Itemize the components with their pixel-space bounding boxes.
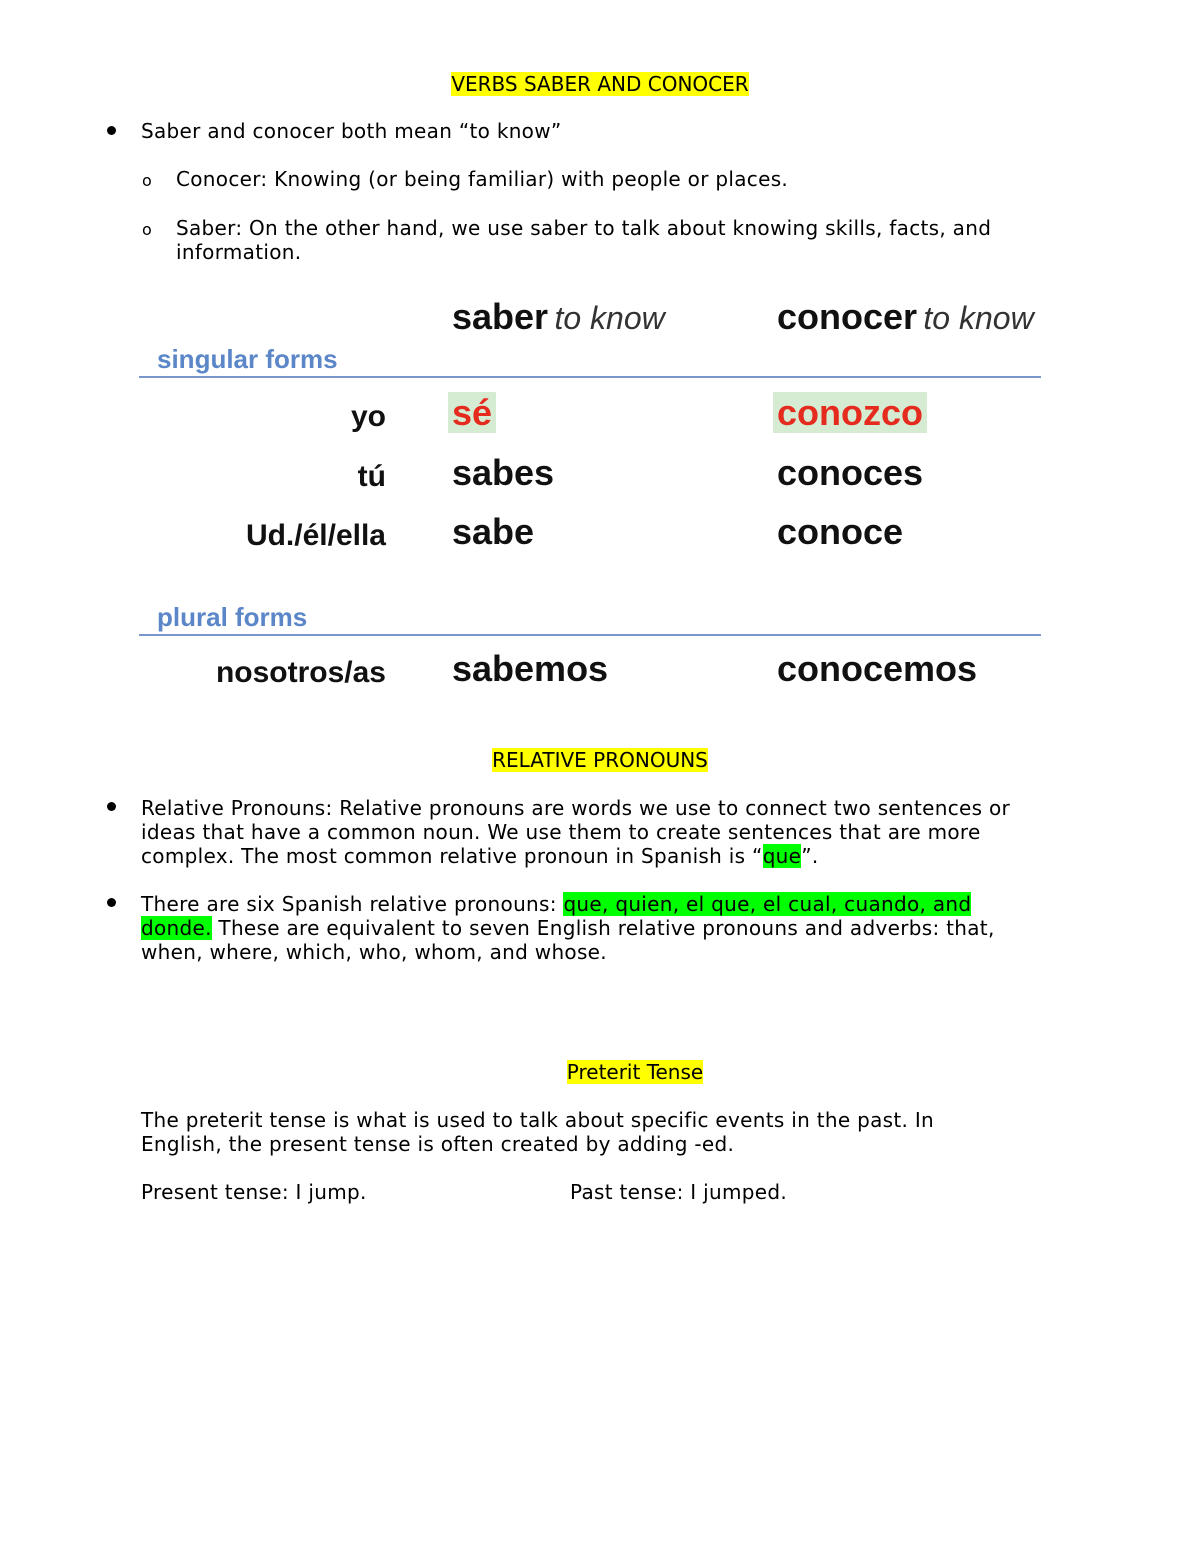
sub-bullet-conocer: Conocer: Knowing (or being familiar) with people or places. xyxy=(176,167,789,191)
preterit-paragraph xyxy=(141,1108,934,1156)
conocer-nosotros: conocemos xyxy=(777,648,978,689)
plural-forms-label: plural forms xyxy=(157,602,308,632)
text-line: when, where, which, who, whom, and whose. xyxy=(141,940,607,964)
pronoun-ud-el-ella: Ud./él/ella xyxy=(245,519,386,552)
saber-tu: sabes xyxy=(452,452,555,493)
singular-forms-label: singular forms xyxy=(157,344,338,374)
saber-nosotros: sabemos xyxy=(452,648,609,689)
bullet-to-know: Saber and conocer both mean “to know” xyxy=(141,119,562,143)
pronoun-nosotros: nosotros/as xyxy=(215,656,386,689)
bullet-relative-pronouns xyxy=(141,796,1010,868)
conocer-ud: conoce xyxy=(777,511,904,552)
saber-header xyxy=(452,296,665,338)
pronoun-yo: yo xyxy=(350,400,386,433)
highlighted-pronoun-list: donde. xyxy=(141,916,212,940)
highlighted-que: que xyxy=(762,844,802,868)
sub-bullet-marker: o xyxy=(142,220,152,239)
past-tense-example: Past tense: I jumped. xyxy=(570,1180,788,1204)
text-run: These are equivalent to seven English relative pronouns and adverbs: that, xyxy=(211,916,995,940)
saber-verb: saber xyxy=(452,296,549,337)
saber-ud: sabe xyxy=(452,511,535,552)
bullet-icon xyxy=(107,126,116,135)
saber-meaning: to know xyxy=(554,300,665,336)
sub-bullet-saber xyxy=(176,216,991,264)
text-run: complex. The most common relative pronoun in Spanish is “ xyxy=(141,844,763,868)
saber-yo xyxy=(448,392,496,434)
text-line xyxy=(141,892,995,916)
section-title-text: RELATIVE PRONOUNS xyxy=(492,748,708,772)
text-line: English, the present tense is often created by adding -ed. xyxy=(141,1132,735,1156)
text-line: ideas that have a common noun. We use them to create sentences that are more xyxy=(141,820,981,844)
section-title-saber-conocer xyxy=(0,72,1200,96)
irregular-form: conozco xyxy=(773,392,927,433)
plural-divider xyxy=(139,634,1041,636)
conocer-tu: conoces xyxy=(777,452,924,493)
text-run: ”. xyxy=(801,844,819,868)
conocer-meaning: to know xyxy=(923,300,1034,336)
text-line xyxy=(141,844,1010,868)
conjugation-chart xyxy=(130,290,1090,700)
conocer-header xyxy=(777,296,1034,338)
text-line: Saber: On the other hand, we use saber to talk about knowing skills, facts, and xyxy=(176,216,992,240)
irregular-form: sé xyxy=(448,392,496,433)
present-tense-example: Present tense: I jump. xyxy=(141,1180,367,1204)
conocer-yo xyxy=(773,392,927,434)
text-line: information. xyxy=(176,240,302,264)
conocer-verb: conocer xyxy=(777,296,918,337)
sub-bullet-marker: o xyxy=(142,171,152,190)
text-run: There are six Spanish relative pronouns: xyxy=(141,892,564,916)
section-title-preterit xyxy=(0,1060,1200,1084)
text-line: Relative Pronouns: Relative pronouns are words we use to connect two sentences or xyxy=(141,796,1011,820)
pronoun-tu: tú xyxy=(357,460,386,493)
section-title-text: VERBS SABER AND CONOCER xyxy=(451,72,749,96)
highlighted-pronoun-list: que, quien, el que, el cual, cuando, and xyxy=(563,892,972,916)
bullet-icon xyxy=(107,898,116,907)
text-line: The preterit tense is what is used to talk about specific events in the past. In xyxy=(141,1108,935,1132)
section-title-text: Preterit Tense xyxy=(566,1060,704,1084)
bullet-six-pronouns xyxy=(141,892,995,964)
bullet-icon xyxy=(107,802,116,811)
section-title-relative-pronouns xyxy=(0,748,1200,772)
singular-divider xyxy=(139,376,1041,378)
text-line xyxy=(141,916,995,940)
